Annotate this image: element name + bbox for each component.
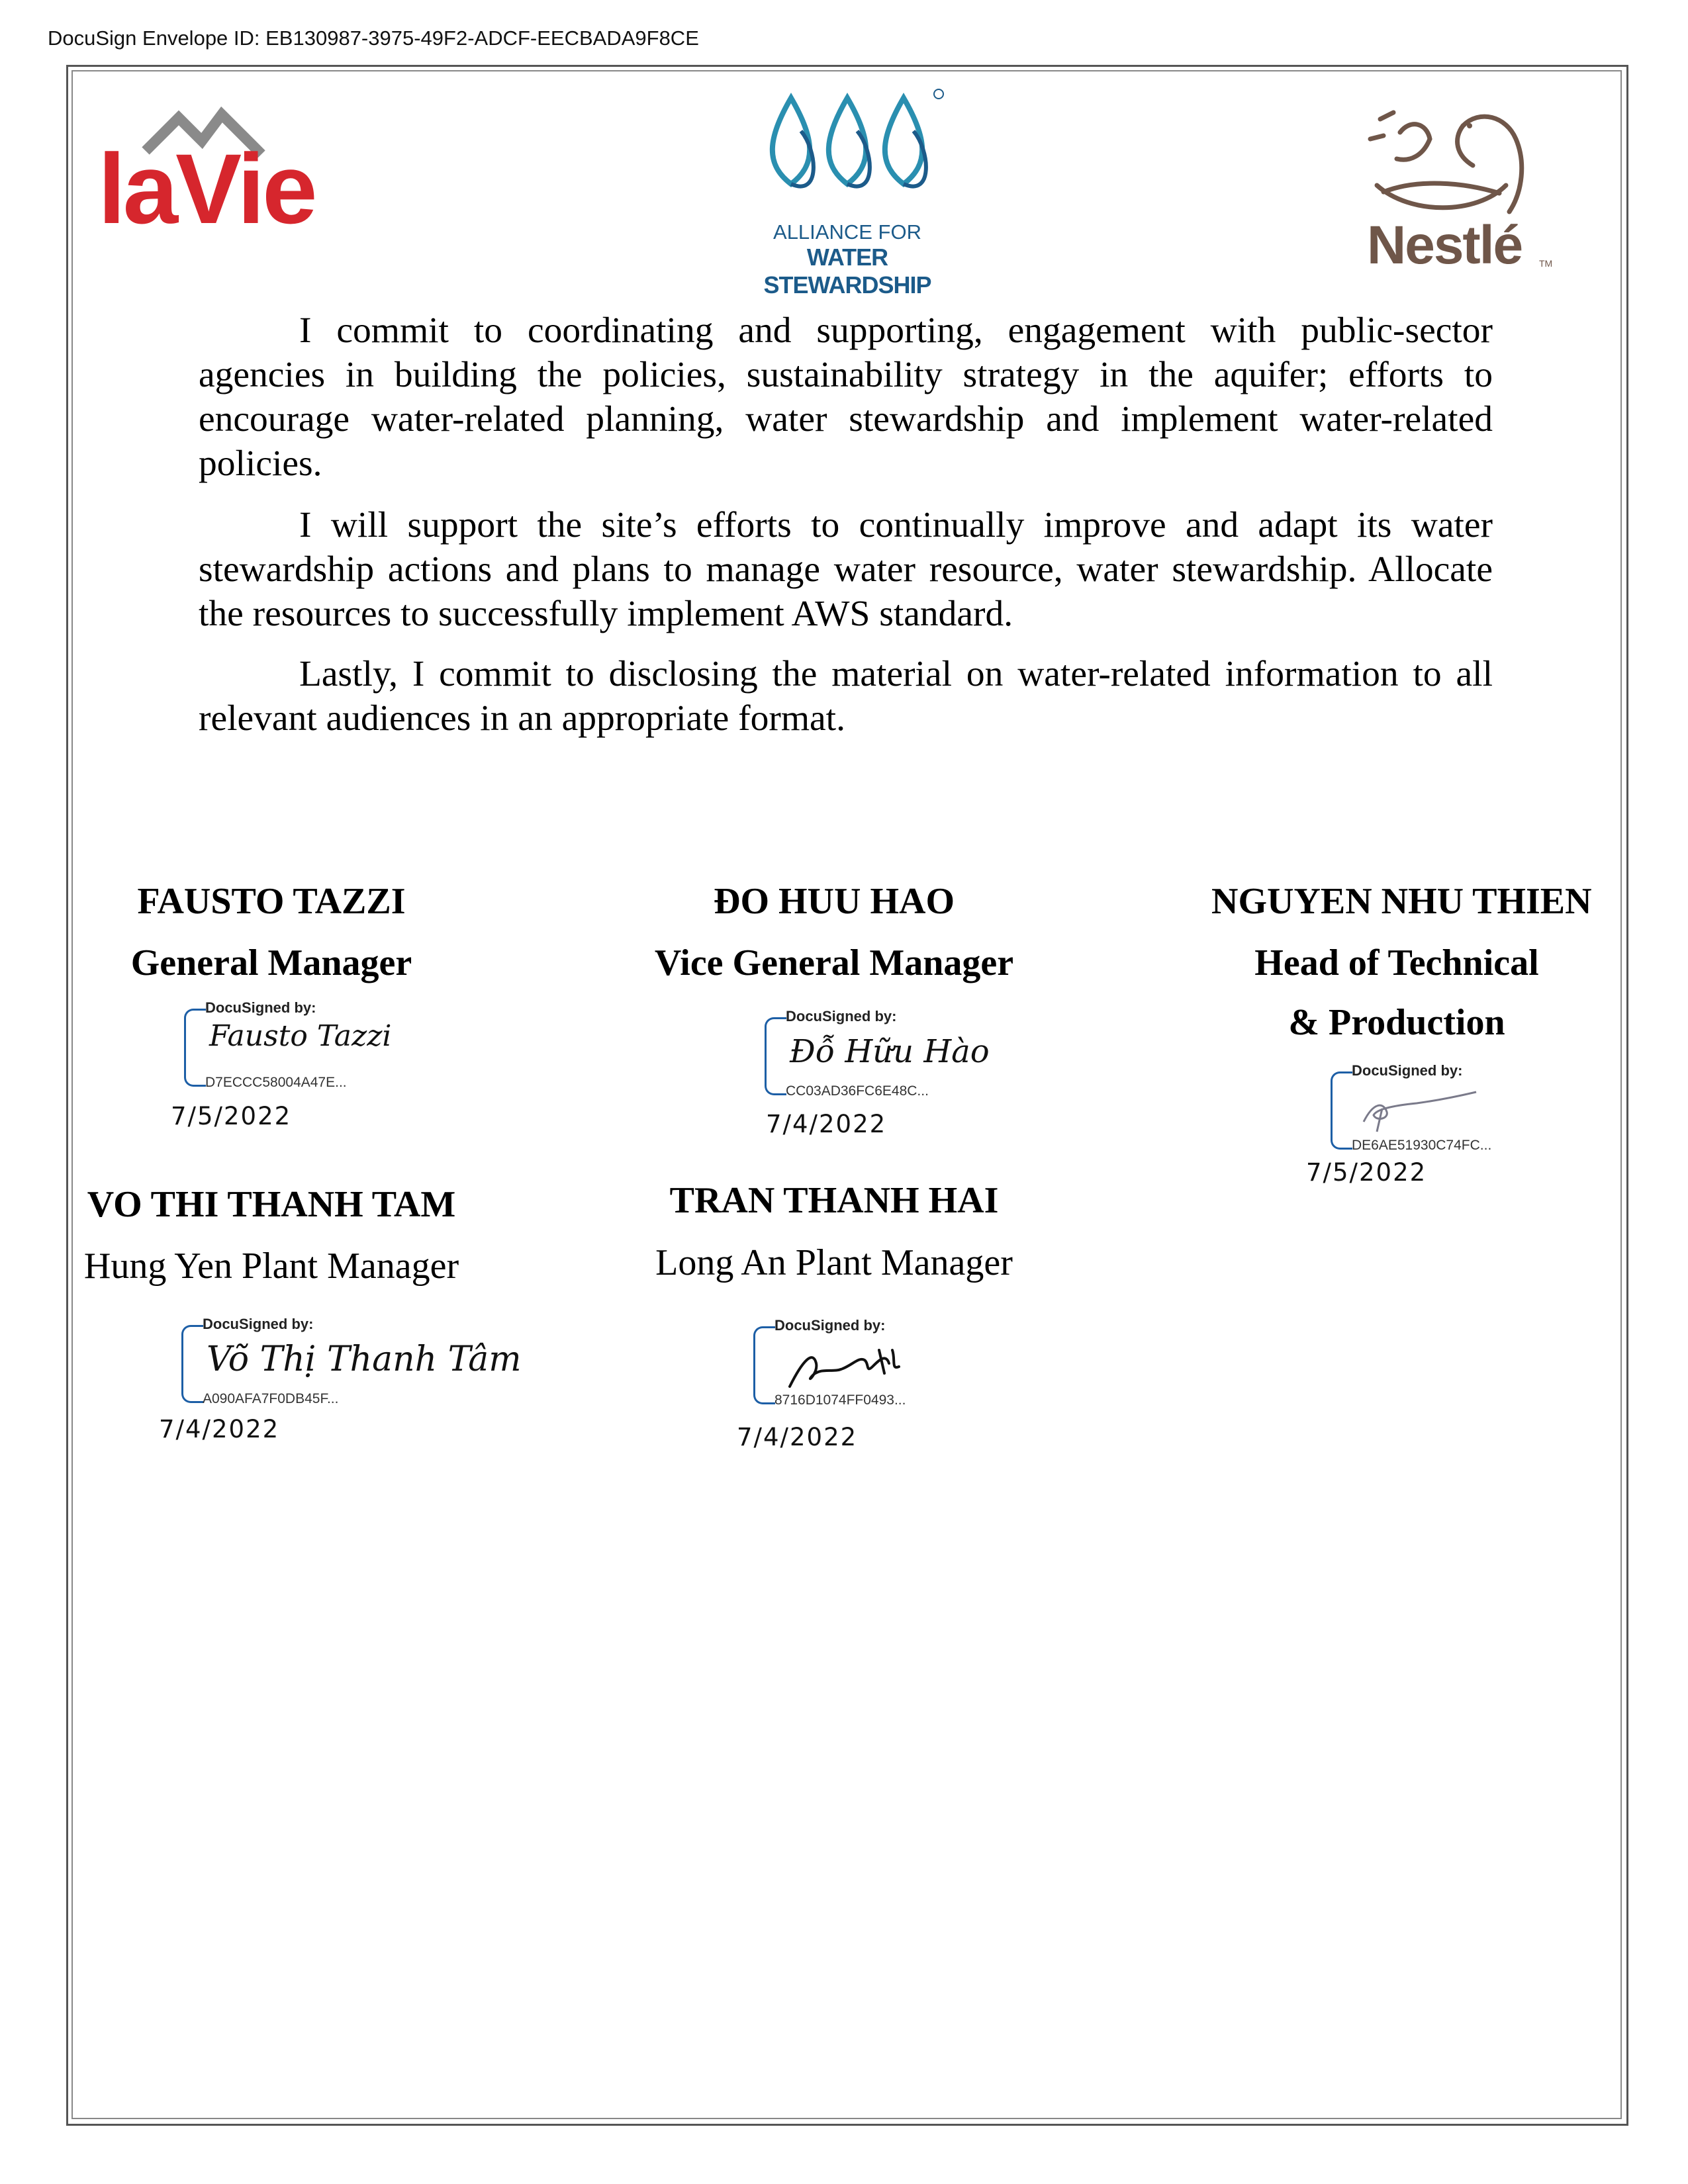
commitment-paragraph-1: I commit to coordinating and supporting, engagement with public-sector agencies in building the policies, sustainability strategy in the aquifer; efforts to encourage water-related planning, water stewardship and implement water-related policies.: [199, 310, 1493, 484]
signatory-title: Vice General Manager: [654, 942, 1014, 983]
aws-line2: WATER STEWARDSHIP: [763, 244, 931, 298]
docusign-signature-block[interactable]: [181, 1316, 526, 1415]
docusigned-label: DocuSigned by:: [205, 999, 316, 1016]
signature-bracket: [753, 1326, 775, 1404]
signature-date: 7/4/2022: [737, 1423, 858, 1451]
signatory-title: Long An Plant Manager: [655, 1242, 1013, 1283]
docusign-signature-block[interactable]: [765, 1008, 1003, 1107]
docusigned-label: DocuSigned by:: [1352, 1062, 1463, 1079]
signature: Fausto Tazzi: [209, 1019, 392, 1053]
signatory-title-line1: Head of Technical: [1254, 942, 1539, 983]
signatory-title: General Manager: [130, 942, 412, 983]
nestle-logo: [1350, 99, 1562, 278]
signature-bracket: [181, 1325, 203, 1403]
signatory-name: NGUYEN NHU THIEN: [1211, 881, 1592, 922]
signature: [1357, 1082, 1503, 1135]
signatory-name: ĐO HUU HAO: [714, 881, 955, 922]
signatory-name: VO THI THANH TAM: [87, 1184, 456, 1225]
signature-id: DE6AE51930C74FC...: [1352, 1138, 1492, 1153]
signature-id: 8716D1074FF0493...: [774, 1392, 906, 1408]
signature-id: CC03AD36FC6E48C...: [786, 1083, 929, 1099]
signature-date: 7/5/2022: [1306, 1158, 1427, 1187]
docusigned-label: DocuSigned by:: [774, 1317, 886, 1334]
signatory-name: FAUSTO TAZZI: [137, 881, 406, 922]
commitment-paragraph-2: I will support the site’s efforts to continually improve and adapt its water stewardship actions and plans to manage water resource, water stewardship. Allocate the resources to successfully implement AWS standard.: [199, 505, 1493, 634]
signature: Võ Thị Thanh Tâm: [207, 1340, 522, 1379]
signature-bracket: [184, 1009, 206, 1087]
signature-bracket: [1331, 1071, 1352, 1150]
water-drops-icon: [728, 85, 966, 217]
lavie-wordmark: laVie: [98, 133, 315, 244]
signature: [780, 1337, 925, 1396]
lavie-logo: [93, 99, 344, 251]
envelope-id: DocuSign Envelope ID: EB130987-3975-49F2-ADCF-EECBADA9F8CE: [48, 26, 699, 50]
aws-logo: [728, 85, 966, 298]
signature: Đỗ Hữu Hào: [790, 1033, 990, 1070]
signatory-title: Hung Yen Plant Manager: [83, 1246, 459, 1287]
signature-date: 7/4/2022: [159, 1415, 280, 1443]
signature-id: A090AFA7F0DB45F...: [203, 1391, 339, 1406]
docusign-signature-block[interactable]: [184, 999, 422, 1099]
signature-date: 7/4/2022: [766, 1110, 887, 1138]
aws-line1: ALLIANCE FOR: [773, 220, 921, 244]
signatory-name: TRAN THANH HAI: [669, 1180, 999, 1221]
nestle-trademark: TM: [1539, 258, 1553, 269]
commitment-paragraph-3: Lastly, I commit to disclosing the material on water-related information to all relevant audiences in an appropriate format.: [199, 654, 1493, 739]
birds-nest-icon: [1364, 99, 1536, 218]
docusigned-label: DocuSigned by:: [203, 1316, 314, 1332]
docusign-signature-block[interactable]: [753, 1317, 992, 1416]
nestle-wordmark: Nestlé: [1367, 215, 1523, 275]
docusigned-label: DocuSigned by:: [786, 1008, 897, 1024]
signature-date: 7/5/2022: [171, 1102, 292, 1130]
signatory-title-line2: & Production: [1288, 1002, 1505, 1043]
docusign-signature-block[interactable]: [1331, 1062, 1569, 1161]
signature-id: D7ECCC58004A47E...: [205, 1075, 347, 1090]
signature-bracket: [765, 1017, 786, 1095]
